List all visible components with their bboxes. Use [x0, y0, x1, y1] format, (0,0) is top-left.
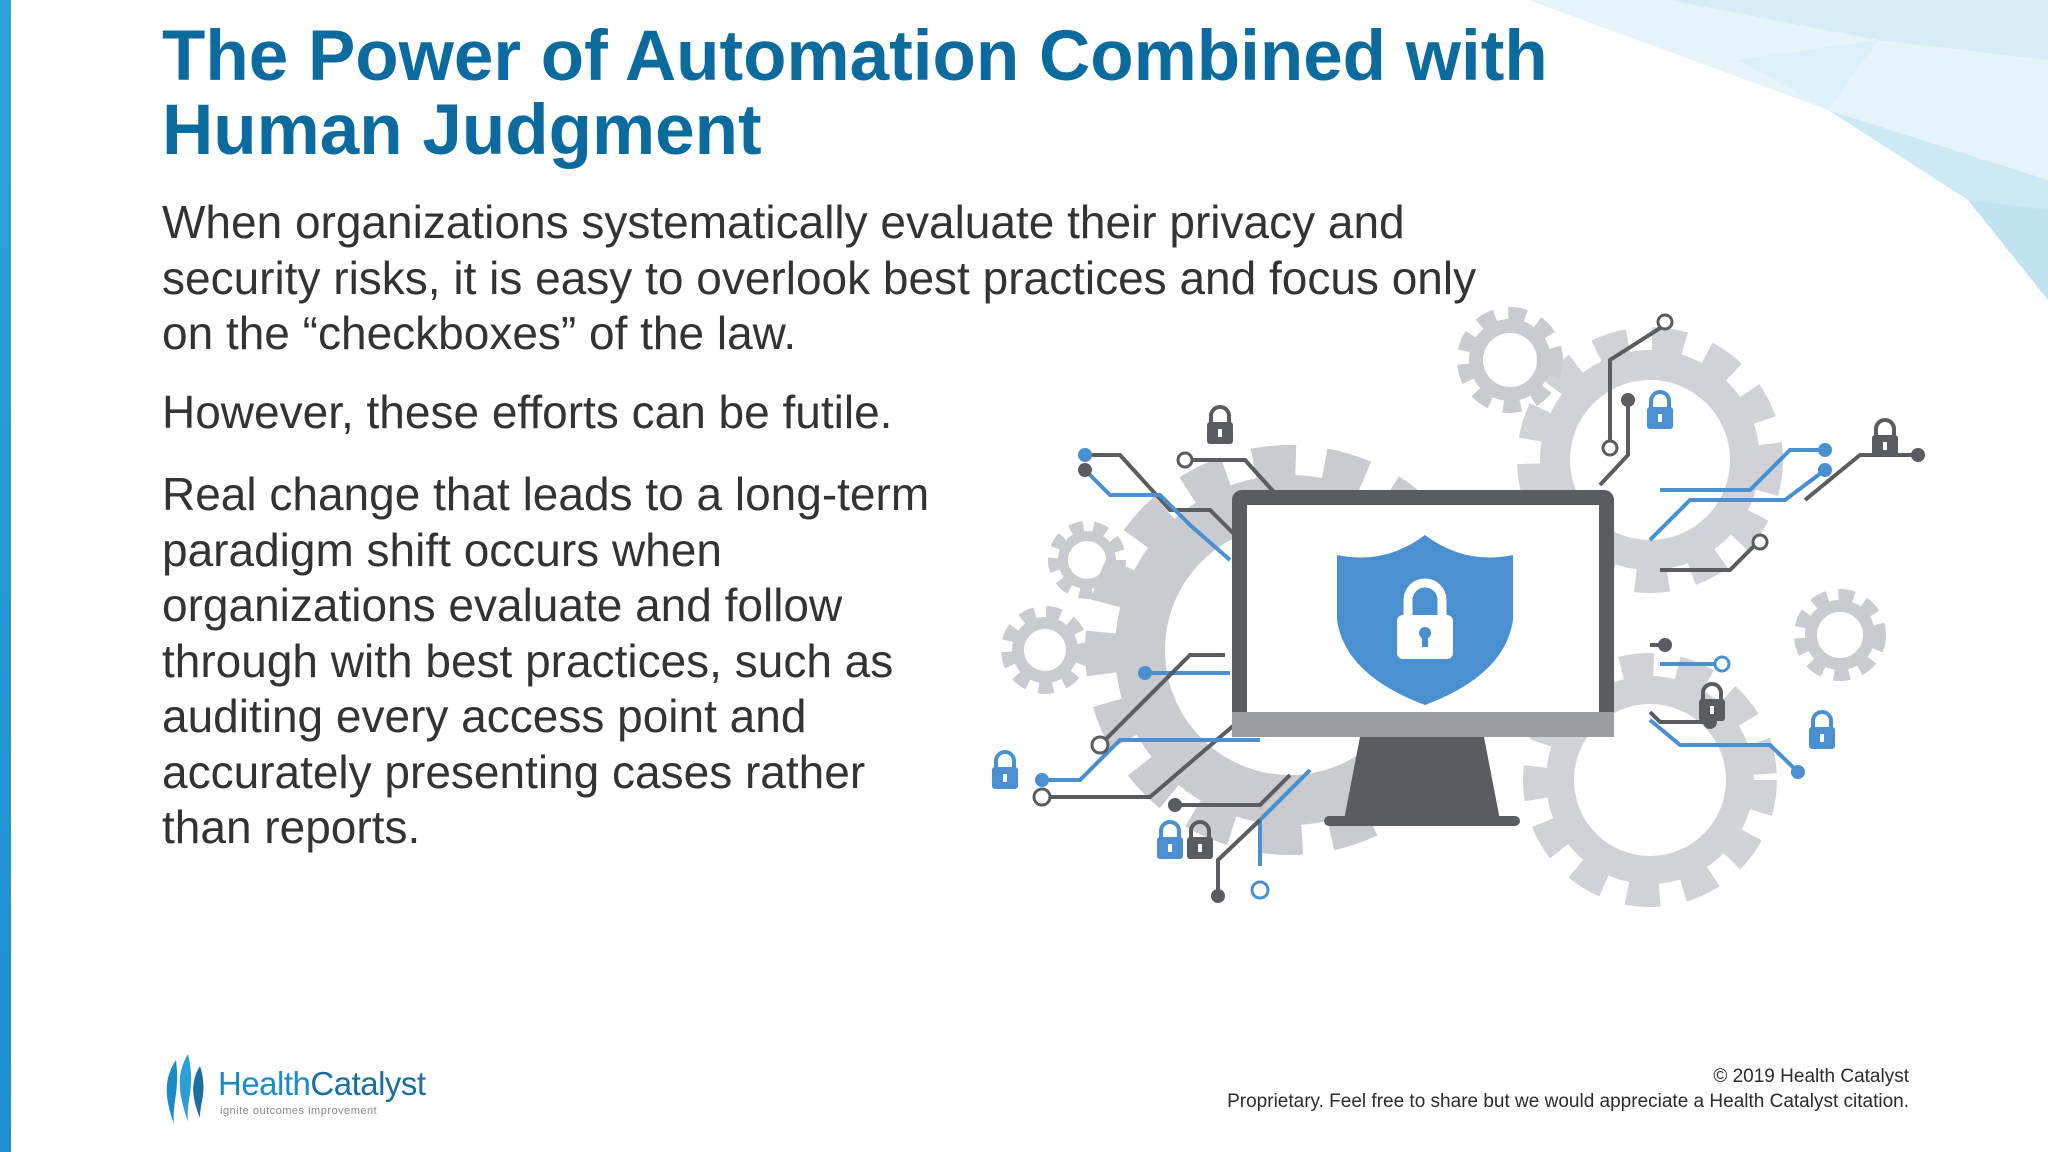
flame-logo-icon	[162, 1052, 208, 1128]
padlock-icon	[1647, 392, 1673, 429]
padlock-icon	[992, 752, 1018, 789]
paragraph-real-change: Real change that leads to a long-term paradigm shift occurs when organizations evaluate and follow through with best practices, such as auditing every access point and accurately presenting cases rather than reports.	[162, 468, 930, 853]
padlock-icon	[1207, 407, 1233, 444]
paragraph-intro: When organizations systematically evaluate their privacy and security risks, it is easy to overlook best practices and focus only on the “checkboxes” of the law.	[162, 196, 1477, 359]
gear-icon	[1804, 599, 1876, 671]
gear-icon	[1011, 616, 1079, 684]
padlock-icon	[1872, 420, 1898, 457]
logo-wordmark	[218, 1066, 426, 1102]
gear-icon	[1468, 318, 1552, 402]
padlock-icon	[1809, 712, 1835, 749]
proprietary-notice: Proprietary. Feel free to share but we would appreciate a Health Catalyst citation.	[1227, 1091, 1909, 1112]
gear-icon	[1057, 530, 1117, 590]
padlock-icon	[1157, 822, 1183, 859]
padlock-icon	[1699, 684, 1725, 721]
left-accent-bar	[0, 0, 11, 1152]
footer	[1227, 1064, 1909, 1114]
copyright-text: © 2019 Health Catalyst	[1713, 1066, 1909, 1087]
paragraph-futile: However, these efforts can be futile.	[162, 386, 893, 438]
slide-title: The Power of Automation Combined with Human Judgment	[162, 17, 1548, 170]
security-illustration	[960, 300, 1940, 950]
logo-name-health: Health	[218, 1065, 311, 1102]
logo-name-catalyst: Catalyst	[310, 1065, 426, 1102]
health-catalyst-logo	[162, 1052, 492, 1128]
logo-tagline: ignite outcomes improvement	[220, 1105, 378, 1117]
